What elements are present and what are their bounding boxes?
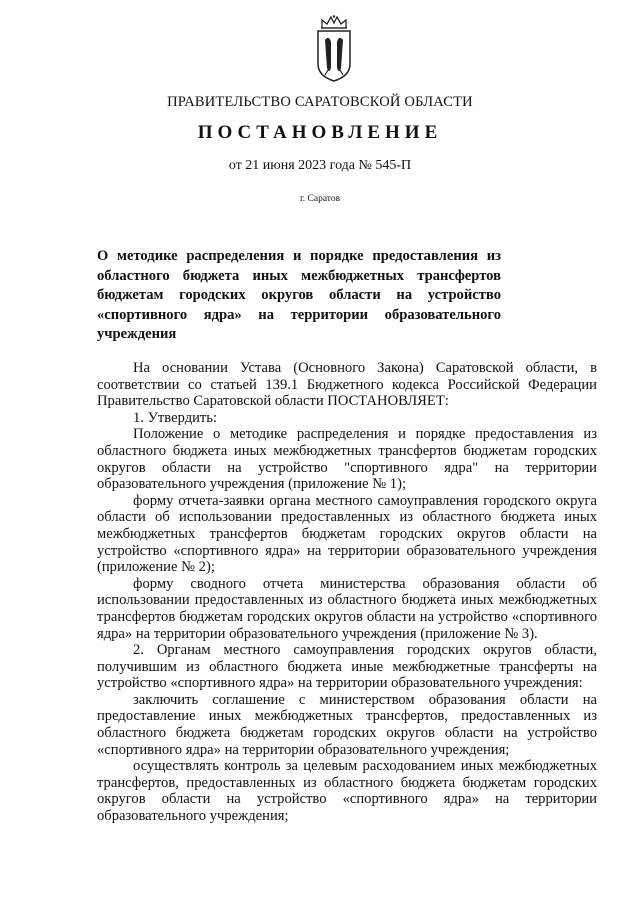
document-type: ПОСТАНОВЛЕНИЕ [197, 122, 443, 143]
paragraph: форму отчета-заявки органа местного самоуправления городского округа области об использовании предоставленных из областного бюджета иных межбюджетных трансфертов бюджетам городских округов области на устройство «спортивного ядра» на территории образовательного учреждения (приложение № 2); [97, 492, 597, 576]
document-title: О методике распределения и порядке предоставления из областного бюджета иных межбюджетных трансфертов бюджетам городских округов области на устройство «спортивного ядра» на территории образовательного учреждения [97, 248, 501, 342]
saratov-coat-of-arms-icon [312, 14, 356, 84]
paragraph: форму сводного отчета министерства образования области об использовании предоставленных из областного бюджета иных межбюджетных трансфертов бюджетам городских округов области на устройство «спортивного ядра» на территории образовательного учреждения (приложение № 3). [97, 575, 597, 642]
paragraph: заключить соглашение с министерством образования области на предоставление иных межбюджетных трансфертов, предоставленных из областного бюджета бюджетам городских округов области на устройство «спортивного ядра» на территории образовательного учреждения; [97, 691, 597, 758]
document-body [97, 360, 597, 825]
document-city: г. Саратов [299, 194, 341, 204]
paragraph: осуществлять контроль за целевым расходованием иных межбюджетных трансфертов, предоставленных из областного бюджета бюджетам городских округов области на устройство «спортивного ядра» на территории образовательного учреждения; [97, 758, 597, 825]
paragraph: На основании Устава (Основного Закона) Саратовской области, в соответствии со статьей 139.1 Бюджетного кодекса Российской Федерации Правительство Саратовской области ПОСТАНОВЛЯЕТ: [97, 360, 597, 410]
paragraph: 1. Утвердить: [133, 409, 218, 426]
paragraph: Положение о методике распределения и порядке предоставления из областного бюджета иных межбюджетных трансфертов бюджетам городских округов области на устройство "спортивного ядра" на территории образовательного учреждения (приложение № 1); [97, 426, 597, 493]
paragraph: 2. Органам местного самоуправления городских округов области, получившим из областного бюджета иные межбюджетные трансферты на устройство «спортивного ядра» на территории образовательного учреждения: [97, 642, 597, 692]
document-date-number: от 21 июня 2023 года № 545-П [228, 158, 412, 173]
government-name: ПРАВИТЕЛЬСТВО САРАТОВСКОЙ ОБЛАСТИ [167, 94, 473, 110]
